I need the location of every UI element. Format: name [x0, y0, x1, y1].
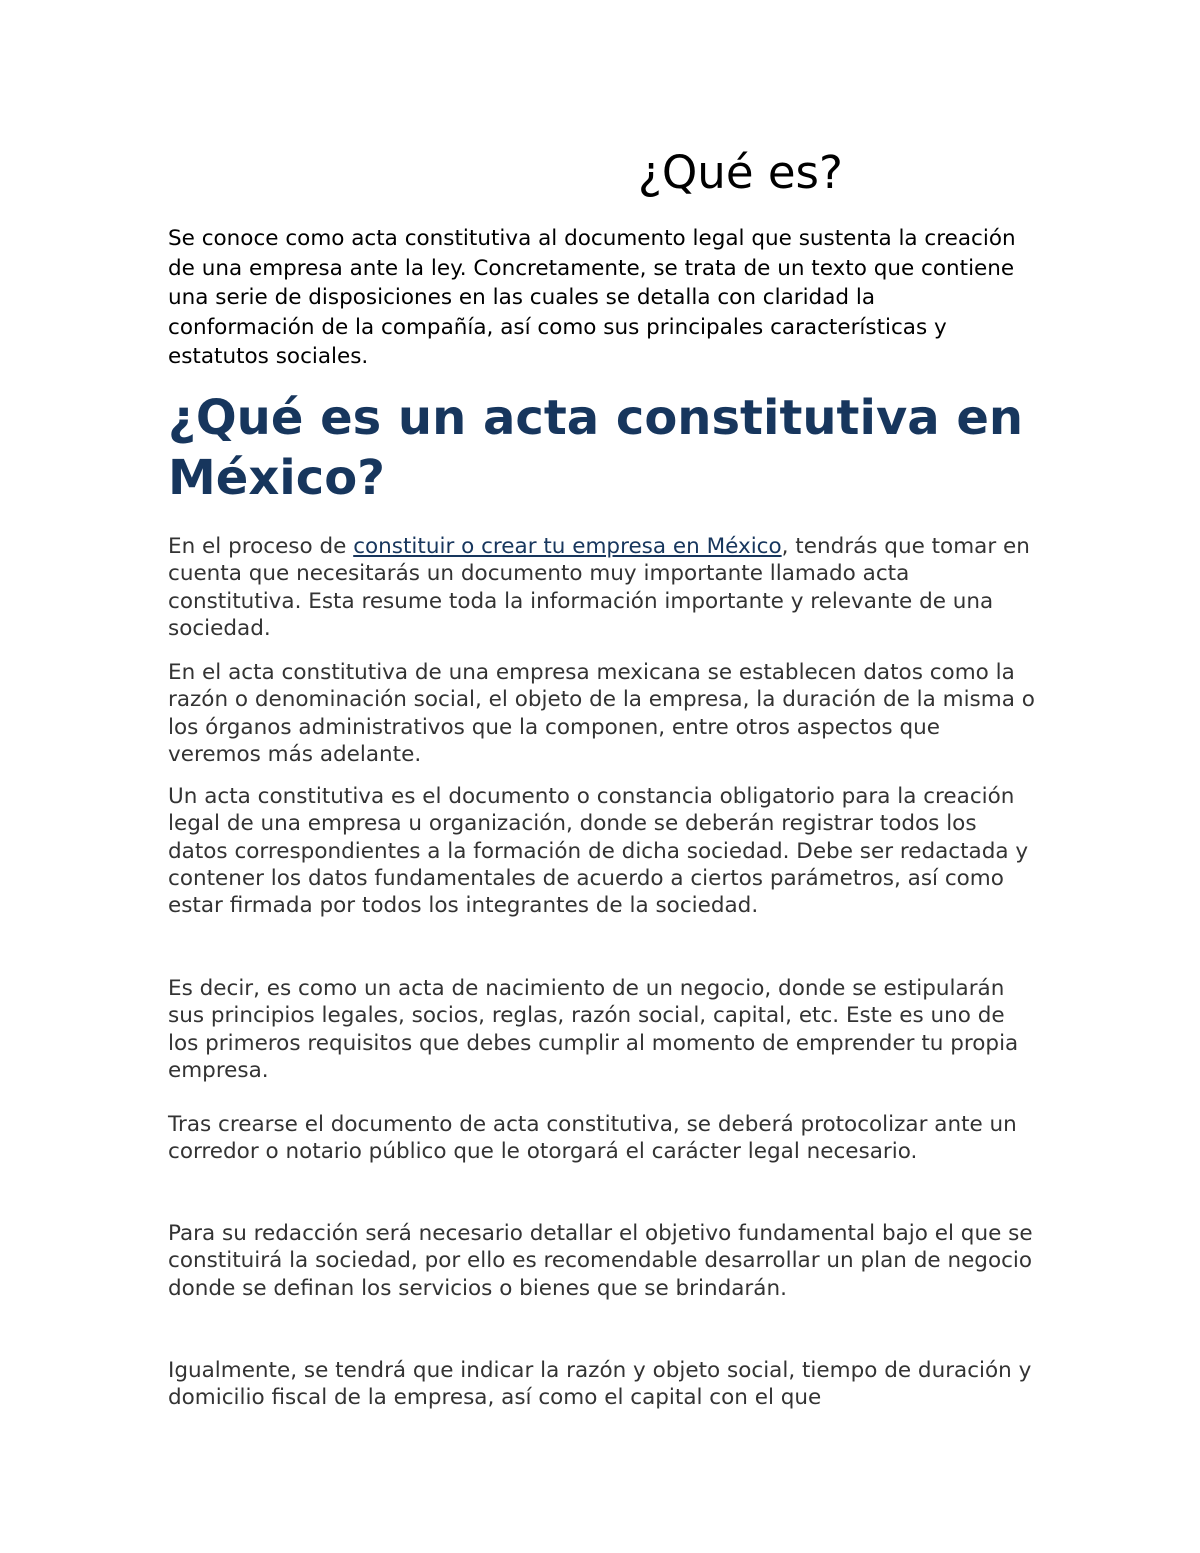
paragraph-1	[168, 533, 1038, 642]
paragraph-3: Un acta constitutiva es el documento o constancia obligatorio para la creación legal de una empresa u organización, donde se deberán registrar todos los datos correspondientes a la formación de dicha sociedad. Debe ser redactada y contener los datos fundamentales de acuerdo a ciertos parámetros, así como estar firmada por todos los integrantes de la sociedad.	[168, 784, 1029, 919]
paragraph-4: Es decir, es como un acta de nacimiento de un negocio, donde se estipularán sus principios legales, socios, reglas, razón social, capital, etc. Este es uno de los primeros requisitos que debes cumplir al momento de emprender tu propia empresa.	[168, 976, 1019, 1083]
paragraph-1-end: , tendrás que tomar en cuenta que necesitarás un documento muy importante llamado acta constitutiva. Esta resume toda la información importante y relevante de una sociedad.	[168, 534, 1030, 641]
paragraph-2: En el acta constitutiva de una empresa mexicana se establecen datos como la razón o denominación social, el objeto de la empresa, la duración de la misma o los órganos administrativos que la componen, entre otros aspectos que veremos más adelante.	[168, 660, 1035, 767]
paragraph-7: Igualmente, se tendrá que indicar la razón y objeto social, tiempo de duración y domicilio fiscal de la empresa, así como el capital con el que	[168, 1358, 1032, 1411]
empresa-mexico-link[interactable]: constituir o crear tu empresa en México	[353, 534, 782, 559]
paragraph-5: Tras crearse el documento de acta constitutiva, se deberá protocolizar ante un corredor o notario público que le otorgará el carácter legal necesario.	[168, 1112, 1017, 1165]
paragraph-1-start: En el proceso de	[168, 534, 354, 559]
page-title: ¿Qué es?	[638, 146, 843, 199]
intro-paragraph: Se conoce como acta constitutiva al documento legal que sustenta la creación de una empresa ante la ley. Concretamente, se trata de un texto que contiene una serie de disposiciones en las cuales se detalla con claridad la conformación de la compañía, así como sus principales características y estatutos sociales.	[168, 226, 1016, 369]
section-heading: ¿Qué es un acta constitutiva en México?	[168, 390, 1024, 506]
paragraph-6: Para su redacción será necesario detallar el objetivo fundamental bajo el que se constituirá la sociedad, por ello es recomendable desarrollar un plan de negocio donde se definan los servicios o bienes que se brindarán.	[168, 1221, 1033, 1301]
